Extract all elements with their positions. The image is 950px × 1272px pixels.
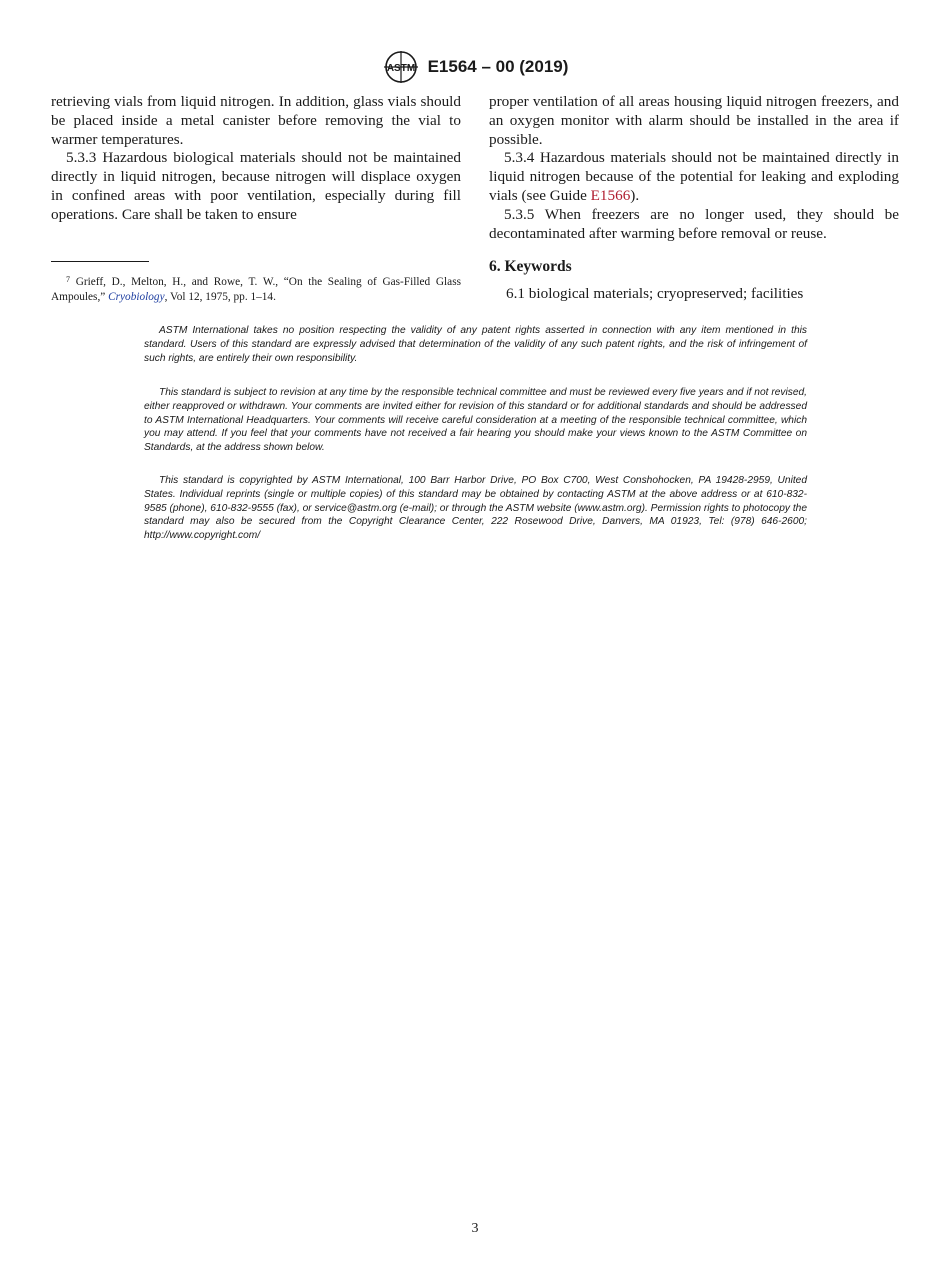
page-number: 3 xyxy=(471,1221,479,1236)
copyright-notice xyxy=(144,474,807,543)
keywords-text: 6.1 biological materials; cryopreserved; facilities xyxy=(506,285,804,302)
revision-notice-text: This standard is subject to revision at any time by the responsible technical committee and must be reviewed every five years and if not revised, either reapproved or withdrawn. Your comments are invited either for revision of this standard or for additional standards and should be addressed to ASTM International Headquarters. Your comments will receive careful consideration at a meeting of the responsible technical committee, which you may attend. If you feel that your comments have not received a fair hearing you should make your views known to the ASTM Committee on Standards, at the address shown below. xyxy=(144,387,807,454)
keywords-heading: 6. Keywords xyxy=(489,258,572,275)
copyright-notice-text: This standard is copyrighted by ASTM International, 100 Barr Harbor Drive, PO Box C700, West Conshohocken, PA 19428-2959, United States. Individual reprints (single or multiple copies) of this standard may be obtained by contacting ASTM at the above address or at 610-832-9585 (phone), 610-832-9555 (fax), or service@astm.org (e-mail); or through the ASTM website (www.astm.org). Permission rights to photocopy the standard may also be secured from the Copyright Clearance Center, 222 Rosewood Drive, Danvers, MA 01923, Tel: (978) 646-2600; http://www.copyright.com/ xyxy=(144,475,807,542)
guide-e1566-link[interactable]: E1566 xyxy=(590,186,631,204)
section-5-3-5: 5.3.5 When freezers are no longer used, they should be decontaminated after warming before removal or reuse. xyxy=(489,205,899,242)
left-paragraph-1: retrieving vials from liquid nitrogen. In addition, glass vials should be placed inside a metal canister before removing the vial to warmer temperatures. xyxy=(51,93,461,148)
footnote-journal-link[interactable]: Cryobiology xyxy=(108,291,165,303)
right-paragraph-1: proper ventilation of all areas housing liquid nitrogen freezers, and an oxygen monitor with alarm should be installed in the area if possible. xyxy=(489,93,899,148)
footnote-text-after: , Vol 12, 1975, pp. 1–14. xyxy=(164,291,276,303)
patent-notice-text: ASTM International takes no position respecting the validity of any patent rights asserted in connection with any item mentioned in this standard. Users of this standard are expressly advised that determination of the validity of any such patent rights, and the risk of infringement of such rights, are entirely their own responsibility. xyxy=(144,325,807,364)
section-5-3-4-end: ). xyxy=(630,186,640,204)
right-column xyxy=(489,93,899,243)
footnote-7 xyxy=(51,272,461,305)
footnote-text-before: Grieff, D., Melton, H., and Rowe, T. W., “On the Sealing of Gas-Filled Glass Ampoules,” xyxy=(51,276,461,303)
footnote-rule xyxy=(51,261,149,262)
left-column xyxy=(51,93,461,225)
revision-notice xyxy=(144,386,807,455)
section-5-3-4-text: 5.3.4 Hazardous materials should not be maintained directly in liquid nitrogen because of the potential for leaking and exploding vials (see Guide xyxy=(489,149,899,204)
patent-notice xyxy=(144,324,807,365)
section-5-3-3: 5.3.3 Hazardous biological materials should not be maintained directly in liquid nitrogen, because nitrogen will displace oxygen in confined areas with poor ventilation, especially during fill operations. Care shall be taken to ensure xyxy=(51,149,461,223)
astm-logo-text: ASTM xyxy=(386,63,415,74)
document-id: E1564 – 00 (2019) xyxy=(427,57,569,76)
astm-logo-icon xyxy=(382,50,420,84)
page-header xyxy=(0,50,950,84)
footnote-marker: 7 xyxy=(66,275,70,284)
section-5-3-4 xyxy=(489,149,899,205)
